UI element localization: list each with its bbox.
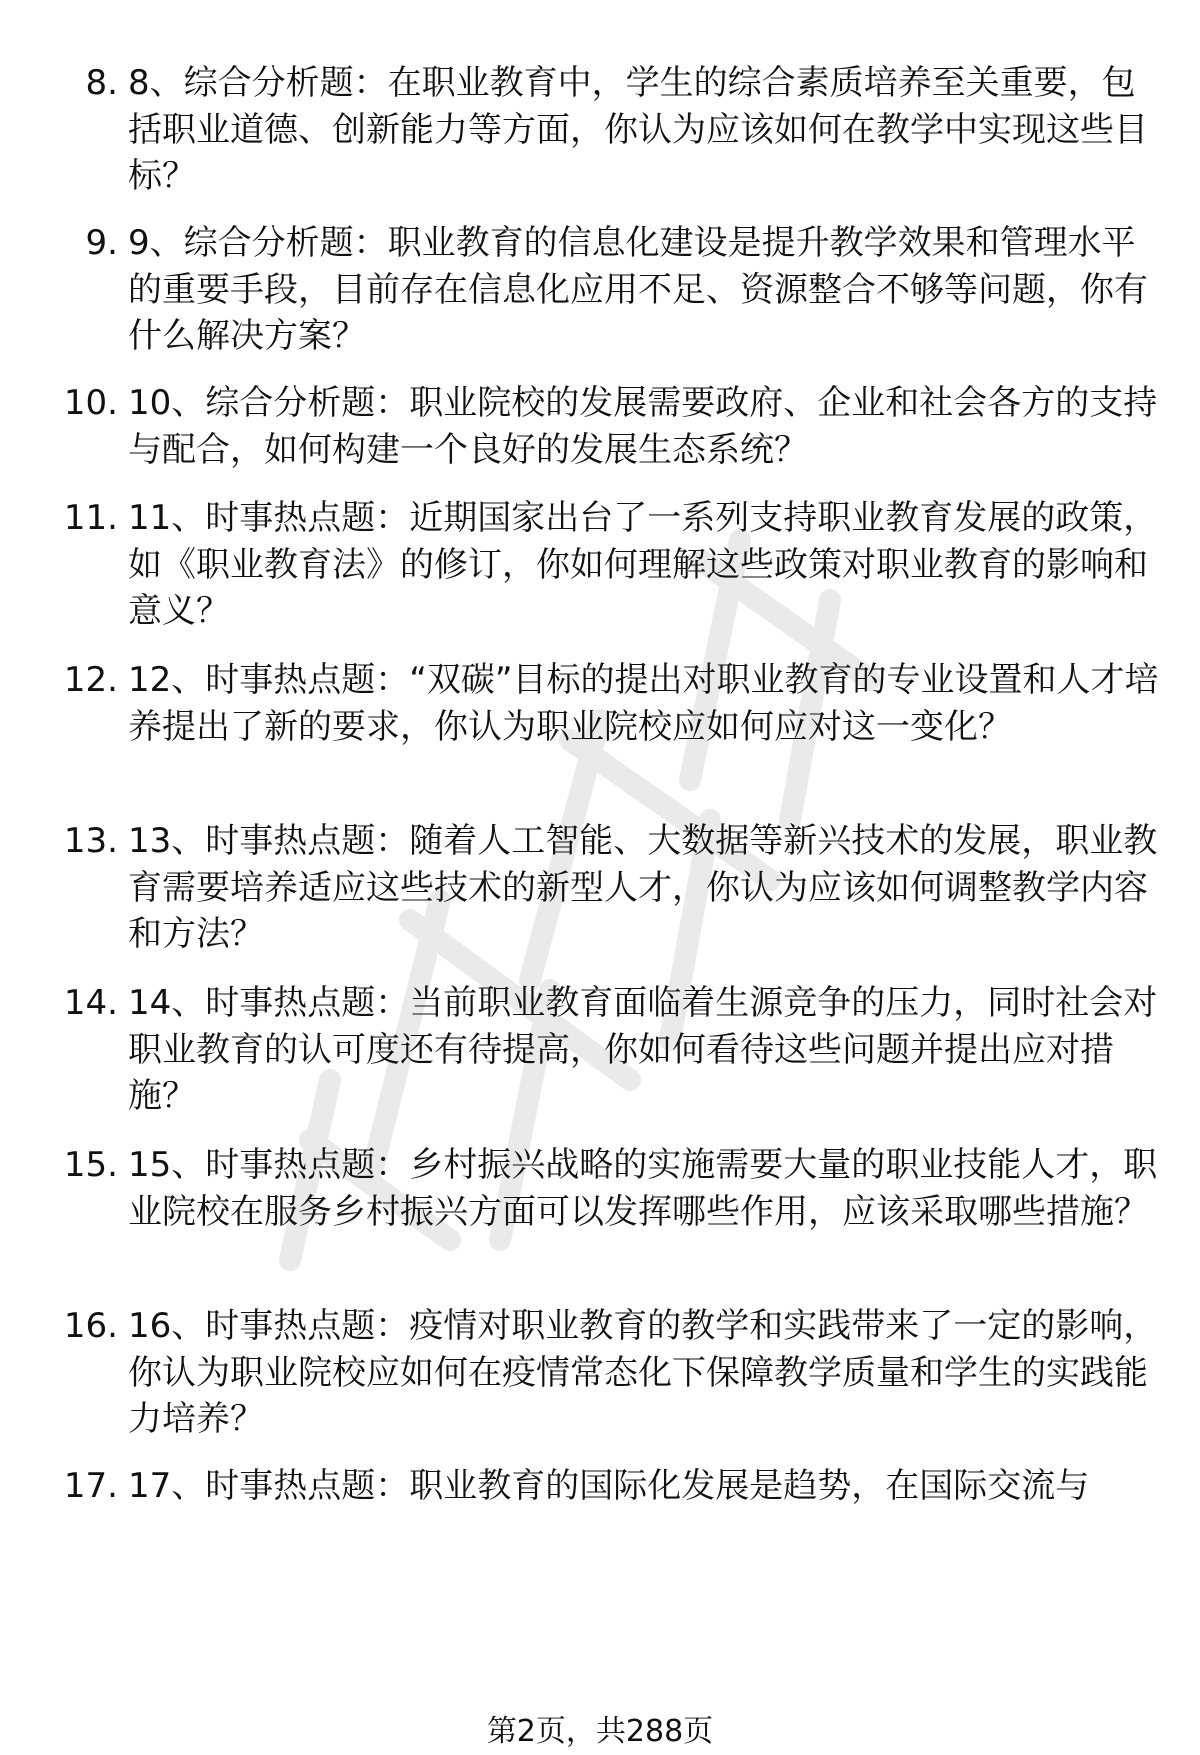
question-text: 13、时事热点题：随着人工智能、大数据等新兴技术的发展，职业教育需要培养适应这些技术的新型人才，你认为应该如何调整教学内容和方法？ (128, 821, 1158, 954)
question-text: 9、综合分析题：职业教育的信息化建设是提升教学效果和管理水平的重要手段，目前存在信息化应用不足、资源整合不够等问题，你有什么解决方案？ (128, 223, 1148, 356)
item-number: 12. (63, 660, 118, 700)
item-number: 11. (63, 498, 118, 538)
item-number: 15. (63, 1145, 118, 1185)
item-number: 9. (85, 223, 118, 263)
item-number: 14. (63, 983, 118, 1023)
question-text: 12、时事热点题：“双碳”目标的提出对职业教育的专业设置和人才培养提出了新的要求，你认为职业院校应如何应对这一变化？ (128, 660, 1159, 747)
question-text: 14、时事热点题：当前职业教育面临着生源竞争的压力，同时社会对职业教育的认可度还有待提高，你如何看待这些问题并提出应对措施？ (128, 983, 1158, 1116)
item-number: 16. (63, 1306, 118, 1346)
item-number: 13. (63, 821, 118, 861)
item-number: 8. (85, 63, 118, 103)
question-text: 10、综合分析题：职业院校的发展需要政府、企业和社会各方的支持与配合，如何构建一个良好的发展生态系统？ (128, 383, 1158, 470)
question-text: 15、时事热点题：乡村振兴战略的实施需要大量的职业技能人才，职业院校在服务乡村振兴方面可以发挥哪些作用，应该采取哪些措施？ (128, 1145, 1158, 1232)
item-number: 10. (63, 383, 118, 423)
page-footer: 第2页，共288页 (486, 1714, 714, 1749)
question-text: 16、时事热点题：疫情对职业教育的教学和实践带来了一定的影响，你认为职业院校应如何在疫情常态化下保障教学质量和学生的实践能力培养？ (128, 1306, 1158, 1439)
question-text: 17、时事热点题：职业教育的国际化发展是趋势，在国际交流与 (128, 1466, 1090, 1506)
item-number: 17. (63, 1466, 118, 1506)
question-text: 8、综合分析题：在职业教育中，学生的综合素质培养至关重要，包括职业道德、创新能力等方面，你认为应该如何在教学中实现这些目标？ (128, 63, 1148, 196)
question-text: 11、时事热点题：近期国家出台了一系列支持职业教育发展的政策，如《职业教育法》的修订，你如何理解这些政策对职业教育的影响和意义？ (128, 498, 1158, 631)
